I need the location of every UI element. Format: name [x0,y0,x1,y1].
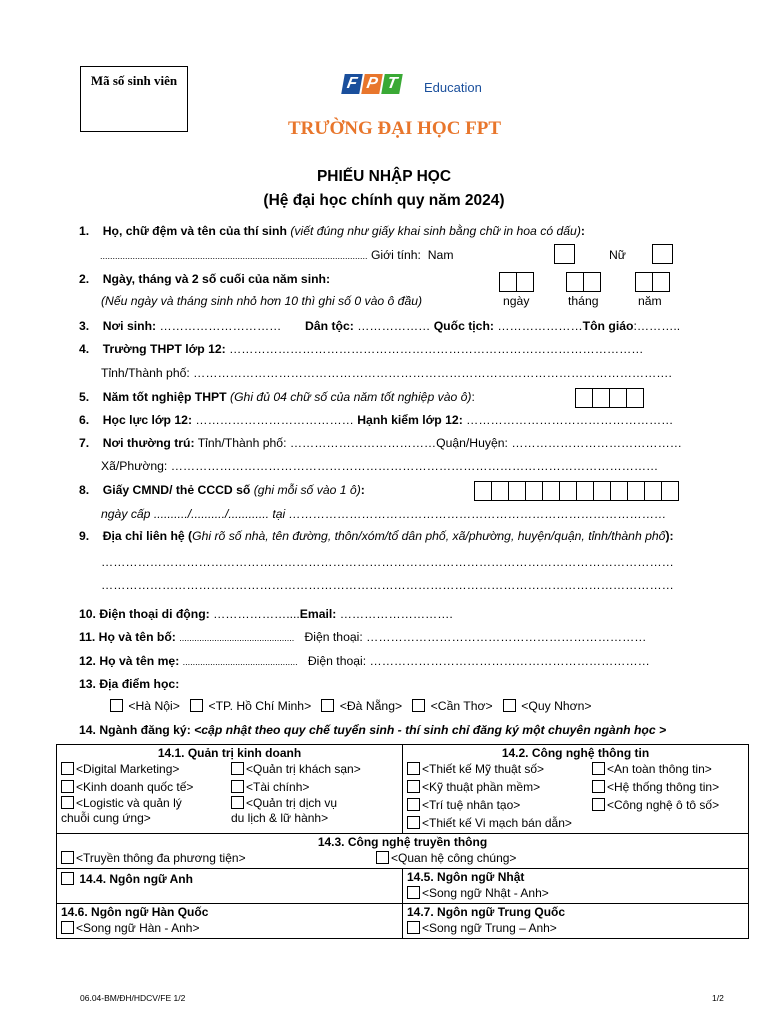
issued-label: ngày cấp ........../........../............ tại [101,507,286,521]
q2-note: (Nếu ngày và tháng sinh nhỏ hơn 10 thì ghi số 0 vào ô đầu) [101,294,423,308]
male-label: Nam [427,248,454,262]
hs-city-label: Tỉnh/Thành phố: [101,366,190,380]
nationality-fill: ………………… [497,319,583,333]
residence-city-fill: ……………………………… [289,436,437,450]
id-card-note: (ghi mỗi số vào 1 ô) [253,483,361,497]
opt-travel-checkbox[interactable] [231,796,244,809]
q5-num: 5. [79,390,90,404]
q1-line [79,224,585,238]
residence-district-fill: …………………………………… [511,436,682,450]
campus-cantho-checkbox[interactable] [412,699,425,712]
year-cells[interactable] [635,272,670,292]
footer-code: 06.04-BM/ĐH/HDCV/FE 1/2 [80,993,186,1003]
day-cells[interactable] [499,272,534,292]
year-label: năm [638,294,662,308]
opt-software: <Kỹ thuật phần mềm> [422,780,541,794]
opt-chip-design-checkbox[interactable] [407,816,420,829]
campus-hanoi-checkbox[interactable] [110,699,123,712]
q2-label: Ngày, tháng và 2 số cuối của năm sinh: [102,272,331,286]
month-label: tháng [568,294,599,308]
opt-infosec-checkbox[interactable] [592,762,605,775]
opt-auto-tech-checkbox[interactable] [592,798,605,811]
form-subtitle: (Hệ đại học chính quy năm 2024) [263,192,505,209]
female-checkbox[interactable] [652,244,673,264]
address-line-2[interactable]: …………………………………………………………………………………………………………………………… [101,578,674,592]
q8-issued-line[interactable] [101,507,666,521]
opt-multimedia-checkbox[interactable] [61,851,74,864]
q4-num: 4. [79,342,90,356]
campus-cantho: <Cần Thơ> [430,699,493,713]
logo-letter-t: T [381,74,403,94]
father-phone-label: Điện thoại: [304,630,363,644]
opt-digital-art-checkbox[interactable] [407,762,420,775]
opt-intl-business-checkbox[interactable] [61,780,74,793]
opt-infosys: <Hệ thống thông tin> [607,780,720,794]
major-cntt-media-cell [57,834,749,869]
q2-line [79,272,330,286]
q2-num: 2. [79,272,90,286]
opt-infosec: <An toàn thông tin> [607,762,712,776]
id-card-cells[interactable] [474,481,679,501]
campus-hanoi: <Hà Nội> [128,699,180,713]
q1-label: Họ, chữ đệm và tên của thí sinh [102,224,287,238]
opt-english-checkbox[interactable] [61,872,74,885]
opt-chinese: <Song ngữ Trung – Anh> [422,921,557,935]
q7-line[interactable] [79,436,682,450]
q13-line [79,677,179,691]
opt-japanese-checkbox[interactable] [407,886,420,899]
ward-fill: ………………………………………………………………………………………………………… [170,459,659,473]
q12-num: 12. [79,654,96,668]
hs-city-fill: ………………………………………………………………………………………………………. [193,366,672,380]
q7-ward-line[interactable] [101,459,658,473]
day-label: ngày [503,294,530,308]
gender-label: Giới tính: [370,248,421,262]
address-end: ): [665,529,674,543]
opt-chip-design: <Thiết kế Vi mạch bán dẫn> [422,816,572,830]
campus-options [110,699,592,713]
school-name: TRƯỜNG ĐẠI HỌC FPT [288,118,502,139]
opt-hotel-checkbox[interactable] [231,762,244,775]
highschool-fill: ………………………………………………………………………………………… [229,342,644,356]
opt-intl-business: <Kinh doanh quốc tế> [76,780,194,794]
q10-num: 10. [79,607,96,621]
conduct-fill: …………………………………………… [466,413,674,427]
q1-fill-line[interactable] [100,248,453,262]
major-english-title: 14.4. Ngôn ngữ Anh [79,872,193,886]
major-label: Ngành đăng ký: [99,723,191,737]
opt-digital-marketing-checkbox[interactable] [61,762,74,775]
logo-education: Education [424,80,482,95]
q6-num: 6. [79,413,90,427]
residence-city-label: Tỉnh/Thành phố: [197,436,287,450]
q1-colon: : [580,224,585,238]
grad-year-colon: : [471,390,475,404]
q11-line[interactable] [79,630,646,644]
opt-finance-checkbox[interactable] [231,780,244,793]
mother-label: Họ và tên mẹ: [99,654,180,668]
major-media-title: 14.3. Công nghệ truyền thông [317,835,488,849]
opt-japanese: <Song ngữ Nhật - Anh> [422,886,549,900]
father-label: Họ và tên bố: [98,630,176,644]
q8-line [79,483,365,497]
opt-logistic-b: chuỗi cung ứng> [61,811,151,825]
q14-num: 14. [79,723,96,737]
q5-line [79,390,475,404]
opt-chinese-checkbox[interactable] [407,921,420,934]
issued-fill: ………………………………………………………………………………… [288,507,667,521]
email-fill: ………………………. [339,607,453,621]
address-label: Địa chỉ liên hệ ( [102,529,193,543]
academic-label: Học lực lớp 12: [102,413,193,427]
majors-table [56,744,749,939]
campus-hcm-checkbox[interactable] [190,699,203,712]
address-note: Ghi rõ số nhà, tên đường, thôn/xóm/tổ dân phố, xã/phường, huyện/quận, tỉnh/thành phố [192,529,666,543]
opt-auto-tech: <Công nghệ ô tô số> [607,798,720,812]
logo-letter-f: F [341,74,363,94]
opt-travel-a: <Quản trị dịch vụ [246,796,338,810]
q3-num: 3. [79,319,90,333]
mother-phone-fill: …………………………………………………………… [369,654,650,668]
logo-letter-p: P [361,74,383,94]
opt-logistic-checkbox[interactable] [61,796,74,809]
month-cells[interactable] [566,272,601,292]
footer-page: 1/2 [712,993,724,1003]
birthplace-fill: ………………………… [159,319,282,333]
ethnic-fill: ……………… [357,319,431,333]
id-card-colon: : [360,483,365,497]
opt-software-checkbox[interactable] [407,780,420,793]
opt-ai-checkbox[interactable] [407,798,420,811]
student-id-label: Mã số sinh viên [90,73,178,88]
opt-infosys-checkbox[interactable] [592,780,605,793]
grad-year-label: Năm tốt nghiệp THPT [102,390,227,404]
female-label: Nữ [609,248,626,262]
residence-district-label: Quận/Huyện: [436,436,508,450]
major-korean-cell [57,904,403,939]
major-japanese-cell [403,869,749,904]
q4-line[interactable] [79,342,643,356]
q13-num: 13. [79,677,96,691]
major-korean-title: 14.6. Ngôn ngữ Hàn Quốc [61,905,209,919]
father-fill: .............................................. [179,633,295,643]
major-chinese-cell [403,904,749,939]
major-qtkd-title: 14.1. Quản trị kinh doanh [157,746,302,760]
residence-label: Nơi thường trú: [102,436,195,450]
major-english-cell [57,869,403,904]
q9-num: 9. [79,529,90,543]
student-id-box[interactable] [80,66,188,132]
opt-logistic-a: <Logistic và quản lý [76,796,182,810]
opt-ai: <Trí tuệ nhân tạo> [422,798,521,812]
opt-digital-marketing: <Digital Marketing> [76,762,180,776]
mobile-label: Điện thoại di động: [99,607,210,621]
opt-pr: <Quan hệ công chúng> [391,851,517,865]
major-note: <cập nhật theo quy chế tuyển sinh - thí sinh chỉ đăng ký một chuyên ngành học > [194,723,667,737]
ethnic-label: Dân tộc: [305,319,354,333]
opt-pr-checkbox[interactable] [376,851,389,864]
email-label: Email: [299,607,337,621]
q12-line[interactable] [79,654,650,668]
campus-danang-checkbox[interactable] [321,699,334,712]
mother-phone-label: Điện thoại: [307,654,367,668]
campus-danang: <Đà Nẵng> [339,699,403,713]
q10-line[interactable] [79,607,453,621]
campus-hcm: <TP. Hồ Chí Minh> [208,699,312,713]
opt-hotel: <Quản trị khách sạn> [246,762,361,776]
q14-line [79,723,666,737]
grad-year-note: (Ghi đủ 04 chữ số của năm tốt nghiệp vào ô) [230,390,472,404]
q7-num: 7. [79,436,90,450]
major-cntt-title: 14.2. Công nghệ thông tin [501,746,650,760]
major-qtkd-cell [57,745,403,834]
q3-line[interactable] [79,319,680,333]
q11-num: 11. [79,630,96,644]
male-checkbox[interactable] [554,244,575,264]
form-title: PHIẾU NHẬP HỌC [316,168,452,185]
q9-line [79,529,674,543]
grad-year-cells[interactable] [575,388,644,408]
q1-num: 1. [79,224,90,238]
opt-korean-checkbox[interactable] [61,921,74,934]
major-japanese-title: 14.5. Ngôn ngữ Nhật [407,870,525,884]
major-chinese-title: 14.7. Ngôn ngữ Trung Quốc [407,905,566,919]
campus-quynhon: <Quy Nhơn> [521,699,592,713]
birthplace-label: Nơi sinh: [102,319,157,333]
q4-city-line[interactable] [101,366,672,380]
religion-label: Tôn giáo [582,319,634,333]
mother-fill: .............................................. [182,657,298,667]
fpt-logo [343,74,482,95]
campus-label: Địa điểm học: [99,677,180,691]
religion-fill: :……….. [633,319,681,333]
address-line-1[interactable]: …………………………………………………………………………………………………………………………… [101,555,674,569]
ward-label: Xã/Phường: [101,459,168,473]
father-phone-fill: …………………………………………………………… [366,630,647,644]
q6-line[interactable] [79,413,673,427]
conduct-label: Hạnh kiểm lớp 12: [357,413,463,427]
major-cntt-cell [403,745,749,834]
nationality-label: Quốc tịch: [433,319,494,333]
q1-fill: ........................................................................................................... [100,251,368,261]
highschool-label: Trường THPT lớp 12: [102,342,226,356]
q1-note: (viết đúng như giấy khai sinh bằng chữ in hoa có dấu) [290,224,581,238]
academic-fill: ………………………………… [195,413,354,427]
q8-num: 8. [79,483,90,497]
mobile-fill: ……………….... [213,607,300,621]
opt-digital-art: <Thiết kế Mỹ thuật số> [422,762,545,776]
campus-quynhon-checkbox[interactable] [503,699,516,712]
opt-korean: <Song ngữ Hàn - Anh> [76,921,200,935]
opt-finance: <Tài chính> [246,780,310,794]
opt-multimedia: <Truyền thông đa phương tiện> [76,851,246,865]
id-card-label: Giấy CMND/ thẻ CCCD số [102,483,251,497]
opt-travel-b: du lịch & lữ hành> [231,811,329,825]
